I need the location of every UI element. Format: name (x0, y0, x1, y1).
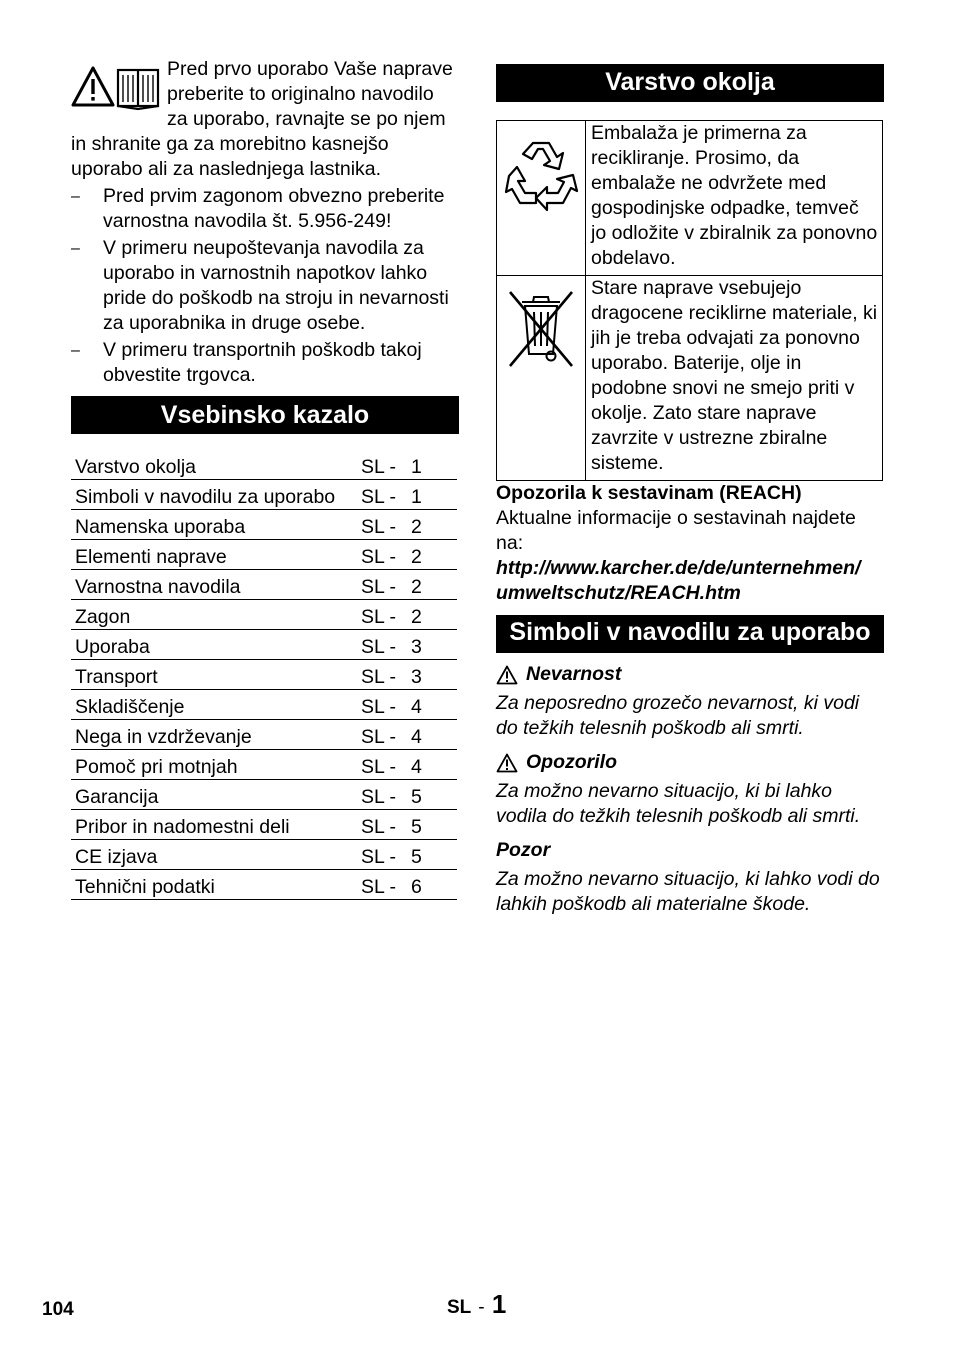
toc-page-number: 1 (411, 456, 422, 478)
toc-label: Elementi naprave (71, 540, 357, 570)
toc-label: Nega in vzdrževanje (71, 720, 357, 750)
toc-page-number: 1 (411, 486, 422, 508)
recycle-icon (503, 135, 579, 215)
section-page-marker (447, 1289, 507, 1320)
reach-heading: Opozorila k sestavinam (REACH) (496, 482, 802, 504)
toc-page-prefix: SL - (361, 456, 397, 478)
warning-triangle-icon (496, 753, 518, 773)
symbol-danger-text: Za neposredno grozečo nevarnost, ki vodi do težkih telesnih poškodb ali smrti. (496, 692, 860, 739)
environment-text: Stare naprave vsebujejo dragocene reciklirne materiale, ki jih je treba odvajati za ponovno uporabo. Baterije, olje in podobne snovi ne smejo priti v okolje. Zato stare naprave zavrzite v ustrezne zbiralne sisteme. (586, 276, 883, 481)
symbol-caution-text: Za možno nevarno situacijo, ki lahko vodi do lahkih poškodb ali materialne škode. (496, 868, 880, 915)
toc-page-prefix: SL - (361, 576, 397, 598)
toc-row[interactable] (71, 600, 457, 630)
toc-row[interactable] (71, 690, 457, 720)
toc-row[interactable] (71, 570, 457, 600)
toc-label: Varnostna navodila (71, 570, 357, 600)
reach-link[interactable] (496, 556, 884, 606)
toc-page-prefix: SL - (361, 876, 397, 898)
intro-bullet-list (71, 184, 459, 388)
reach-link-line-1[interactable]: http://www.karcher.de/de/unternehmen/ (496, 557, 861, 579)
toc-label: Simboli v navodilu za uporabo (71, 480, 357, 510)
toc-row[interactable] (71, 720, 457, 750)
intro-paragraph: Pred prvo uporabo Vaše naprave preberite to originalno navodilo za uporabo, ravnajte se po njem in shranite ga za morebitno kasnejšo uporabo ali za naslednjega lastnika. (71, 58, 453, 180)
toc-label: CE izjava (71, 840, 357, 870)
toc-row[interactable] (71, 840, 457, 870)
toc-page-number: 5 (411, 846, 422, 868)
section-dash: - (478, 1297, 485, 1318)
environment-table (496, 120, 883, 481)
toc-page-prefix: SL - (361, 486, 397, 508)
toc-heading: Vsebinsko kazalo (71, 396, 459, 434)
right-column (496, 64, 884, 917)
toc-row[interactable] (71, 750, 457, 780)
toc-page-number: 2 (411, 606, 422, 628)
toc-row[interactable] (71, 660, 457, 690)
toc-row[interactable] (71, 780, 457, 810)
toc-page-number: 4 (411, 756, 422, 778)
list-item: – V primeru neupoštevanja navodila za uporabo in varnostnih napotkov lahko pride do poškodb na stroju in nevarnosti za uporabnika in druge osebe. (71, 236, 459, 336)
manual-book-icon (118, 70, 158, 109)
toc-label: Varstvo okolja (71, 450, 357, 480)
environment-row (497, 121, 883, 276)
section-number: 1 (491, 1289, 507, 1319)
list-item: – Pred prvim zagonom obvezno preberite varnostna navodila št. 5.956-249! (71, 184, 459, 234)
toc-row[interactable] (71, 480, 457, 510)
toc-label: Tehnični podatki (71, 870, 357, 900)
toc-label: Garancija (71, 780, 357, 810)
toc-page-prefix: SL - (361, 846, 397, 868)
toc-label: Pomoč pri motnjah (71, 750, 357, 780)
toc-page-number: 4 (411, 696, 422, 718)
toc-page-prefix: SL - (361, 666, 397, 688)
list-item: – V primeru transportnih poškodb takoj obvestite trgovca. (71, 338, 459, 388)
page-number: 104 (42, 1299, 74, 1320)
toc-label: Skladiščenje (71, 690, 357, 720)
toc-page-prefix: SL - (361, 696, 397, 718)
toc-page-prefix: SL - (361, 636, 397, 658)
section-prefix: SL (447, 1297, 471, 1318)
crossed-bin-icon (506, 288, 576, 370)
symbol-caution-label: Pozor (496, 839, 551, 861)
toc-page-prefix: SL - (361, 606, 397, 628)
toc-page-number: 3 (411, 636, 422, 658)
toc-row[interactable] (71, 870, 457, 900)
toc-page-prefix: SL - (361, 546, 397, 568)
environment-heading: Varstvo okolja (496, 64, 884, 102)
toc-page-prefix: SL - (361, 516, 397, 538)
toc-row[interactable] (71, 540, 457, 570)
symbols-heading: Simboli v navodilu za uporabo (496, 615, 884, 653)
toc-page-prefix: SL - (361, 786, 397, 808)
warning-triangle-icon (496, 665, 518, 685)
left-column (71, 57, 459, 900)
toc-row[interactable] (71, 630, 457, 660)
toc-page-prefix: SL - (361, 726, 397, 748)
toc-label: Namenska uporaba (71, 510, 357, 540)
warning-manual-icon-group (71, 65, 161, 111)
intro-icons (71, 65, 161, 111)
toc-page-number: 3 (411, 666, 422, 688)
symbol-warning-text: Za možno nevarno situacijo, ki bi lahko vodila do težkih telesnih poškodb ali smrti. (496, 780, 861, 827)
reach-text: Aktualne informacije o sestavinah najdete na: (496, 507, 856, 554)
toc-label: Pribor in nadomestni deli (71, 810, 357, 840)
symbol-danger-label: Nevarnost (496, 662, 884, 687)
toc-label: Transport (71, 660, 357, 690)
toc-page-number: 6 (411, 876, 422, 898)
toc-label: Uporaba (71, 630, 357, 660)
toc-page-number: 2 (411, 546, 422, 568)
toc-row[interactable] (71, 810, 457, 840)
environment-text: Embalaža je primerna za recikliranje. Prosimo, da embalaže ne odvržete med gospodinjske odpadke, temveč jo odložite v zbiralnik za ponovno obdelavo. (586, 121, 883, 276)
toc-page-number: 4 (411, 726, 422, 748)
toc-page-number: 5 (411, 786, 422, 808)
reach-link-line-2[interactable]: umweltschutz/REACH.htm (496, 582, 741, 604)
warning-triangle-icon (73, 68, 113, 105)
toc-label: Zagon (71, 600, 357, 630)
environment-row (497, 276, 883, 481)
toc-page-prefix: SL - (361, 756, 397, 778)
toc-page-number: 2 (411, 516, 422, 538)
symbol-warning-label: Opozorilo (496, 750, 884, 775)
toc-page-prefix: SL - (361, 816, 397, 838)
toc-row[interactable] (71, 450, 457, 480)
toc-row[interactable] (71, 510, 457, 540)
toc-page-number: 2 (411, 576, 422, 598)
toc-page-number: 5 (411, 816, 422, 838)
toc-table (71, 450, 457, 900)
